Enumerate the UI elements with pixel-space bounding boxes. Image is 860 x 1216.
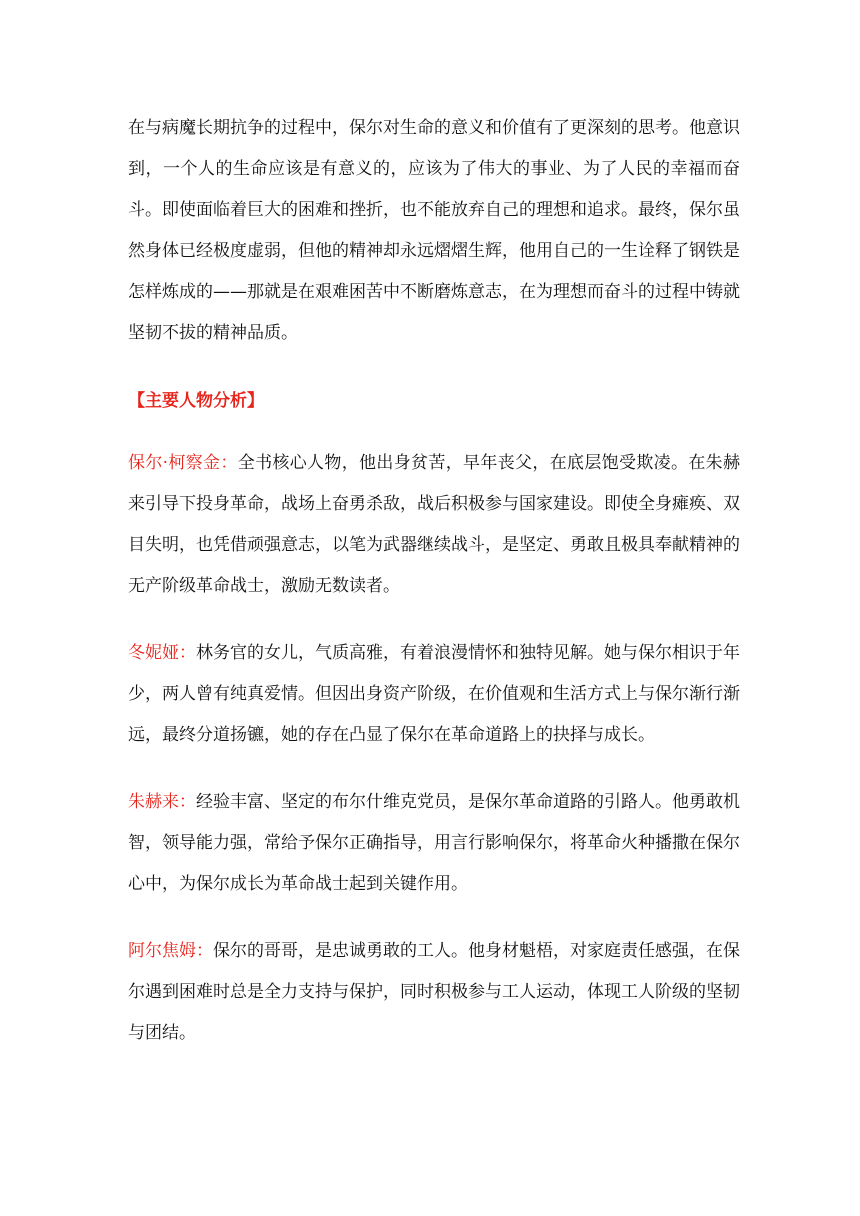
character-entry-zhukhrai — [128, 782, 740, 905]
character-name: 阿尔焦姆： — [128, 941, 213, 961]
character-description: 林务官的女儿，气质高雅，有着浪漫情怀和独特见解。她与保尔相识于年少，两人曾有纯真爱情。但因出身资产阶级，在价值观和生活方式上与保尔渐行渐远，最终分道扬镳，她的存在凸显了保尔在革命道路上的抉择与成长。 — [128, 643, 740, 745]
intro-paragraph: 在与病魔长期抗争的过程中，保尔对生命的意义和价值有了更深刻的思考。他意识到，一个人的生命应该是有意义的，应该为了伟大的事业、为了人民的幸福而奋斗。即使面临着巨大的困难和挫折，也不能放弃自己的理想和追求。最终，保尔虽然身体已经极度虚弱，但他的精神却永远熠熠生辉，他用自己的一生诠释了钢铁是怎样炼成的——那就是在艰难困苦中不断磨炼意志，在为理想而奋斗的过程中铸就坚韧不拔的精神品质。 — [128, 118, 740, 343]
character-description: 保尔的哥哥，是忠诚勇敢的工人。他身材魁梧，对家庭责任感强，在保尔遇到困难时总是全力支持与保护，同时积极参与工人运动，体现工人阶级的坚韧与团结。 — [128, 941, 740, 1043]
character-entry-tonya — [128, 633, 740, 756]
character-name: 冬妮娅： — [128, 643, 196, 663]
character-entry-artyom — [128, 931, 740, 1054]
character-entry-pavel — [128, 443, 740, 607]
character-description: 经验丰富、坚定的布尔什维克党员，是保尔革命道路的引路人。他勇敢机智，领导能力强，常给予保尔正确指导，用言行影响保尔，将革命火种播撒在保尔心中，为保尔成长为革命战士起到关键作用。 — [128, 792, 740, 894]
character-name: 朱赫来： — [128, 792, 196, 812]
character-description: 全书核心人物，他出身贫苦，早年丧父，在底层饱受欺凌。在朱赫来引导下投身革命，战场上奋勇杀敌，战后积极参与国家建设。即使全身瘫痪、双目失明，也凭借顽强意志，以笔为武器继续战斗，是坚定、勇敢且极具奉献精神的无产阶级革命战士，激励无数读者。 — [128, 453, 741, 596]
character-name: 保尔·柯察金： — [128, 453, 238, 473]
document-page — [128, 108, 740, 1054]
section-heading: 【主要人物分析】 — [128, 391, 264, 411]
